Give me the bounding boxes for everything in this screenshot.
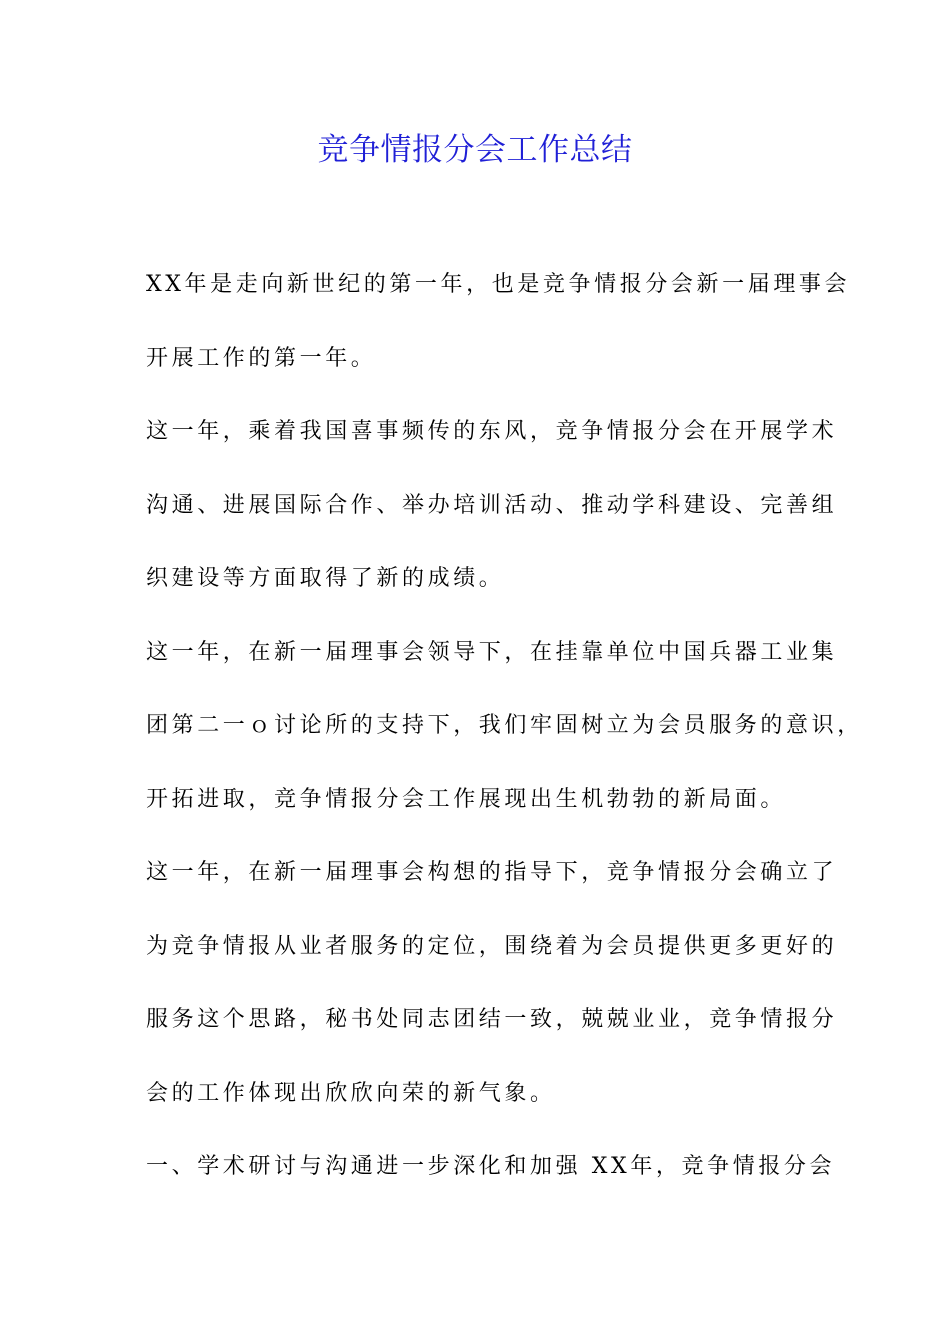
text-line: 服务这个思路，秘书处同志团结一致，兢兢业业，竞争情报分	[146, 1007, 838, 1032]
text-line: 织建设等方面取得了新的成绩。	[146, 566, 505, 591]
text-line: XX年是走向新世纪的第一年，也是竞争情报分会新一届理事会	[146, 272, 851, 297]
paragraph-3	[146, 630, 863, 851]
text-line: 为竞争情报从业者服务的定位，围绕着为会员提供更多更好的	[146, 933, 838, 959]
text-line: 团第二一ｏ讨论所的支持下，我们牢固树立为会员服务的意识，	[146, 713, 863, 738]
paragraph-4	[146, 850, 838, 1144]
text-line: 沟通、进展国际合作、举办培训活动、推动学科建设、完善组	[146, 492, 838, 518]
paragraph-2	[146, 409, 838, 630]
text-line: 开拓进取，竞争情报分会工作展现出生机勃勃的新局面。	[146, 786, 787, 812]
text-line: 会的工作体现出欣欣向荣的新气象。	[146, 1080, 556, 1106]
text-line: 开展工作的第一年。	[146, 345, 377, 371]
text-line: 这一年，乘着我国喜事频传的东风，竞争情报分会在开展学术	[146, 419, 838, 444]
text-line: 这一年，在新一届理事会构想的指导下，竞争情报分会确立了	[146, 860, 838, 885]
paragraph-1	[146, 262, 851, 409]
paragraph-5	[146, 1144, 836, 1218]
document-body	[146, 262, 863, 1218]
document-title: 竞争情报分会工作总结	[317, 132, 633, 168]
text-line: 这一年，在新一届理事会领导下，在挂靠单位中国兵器工业集	[146, 639, 838, 665]
text-line: 一、学术研讨与沟通进一步深化和加强 XX年，竞争情报分会	[146, 1154, 836, 1179]
